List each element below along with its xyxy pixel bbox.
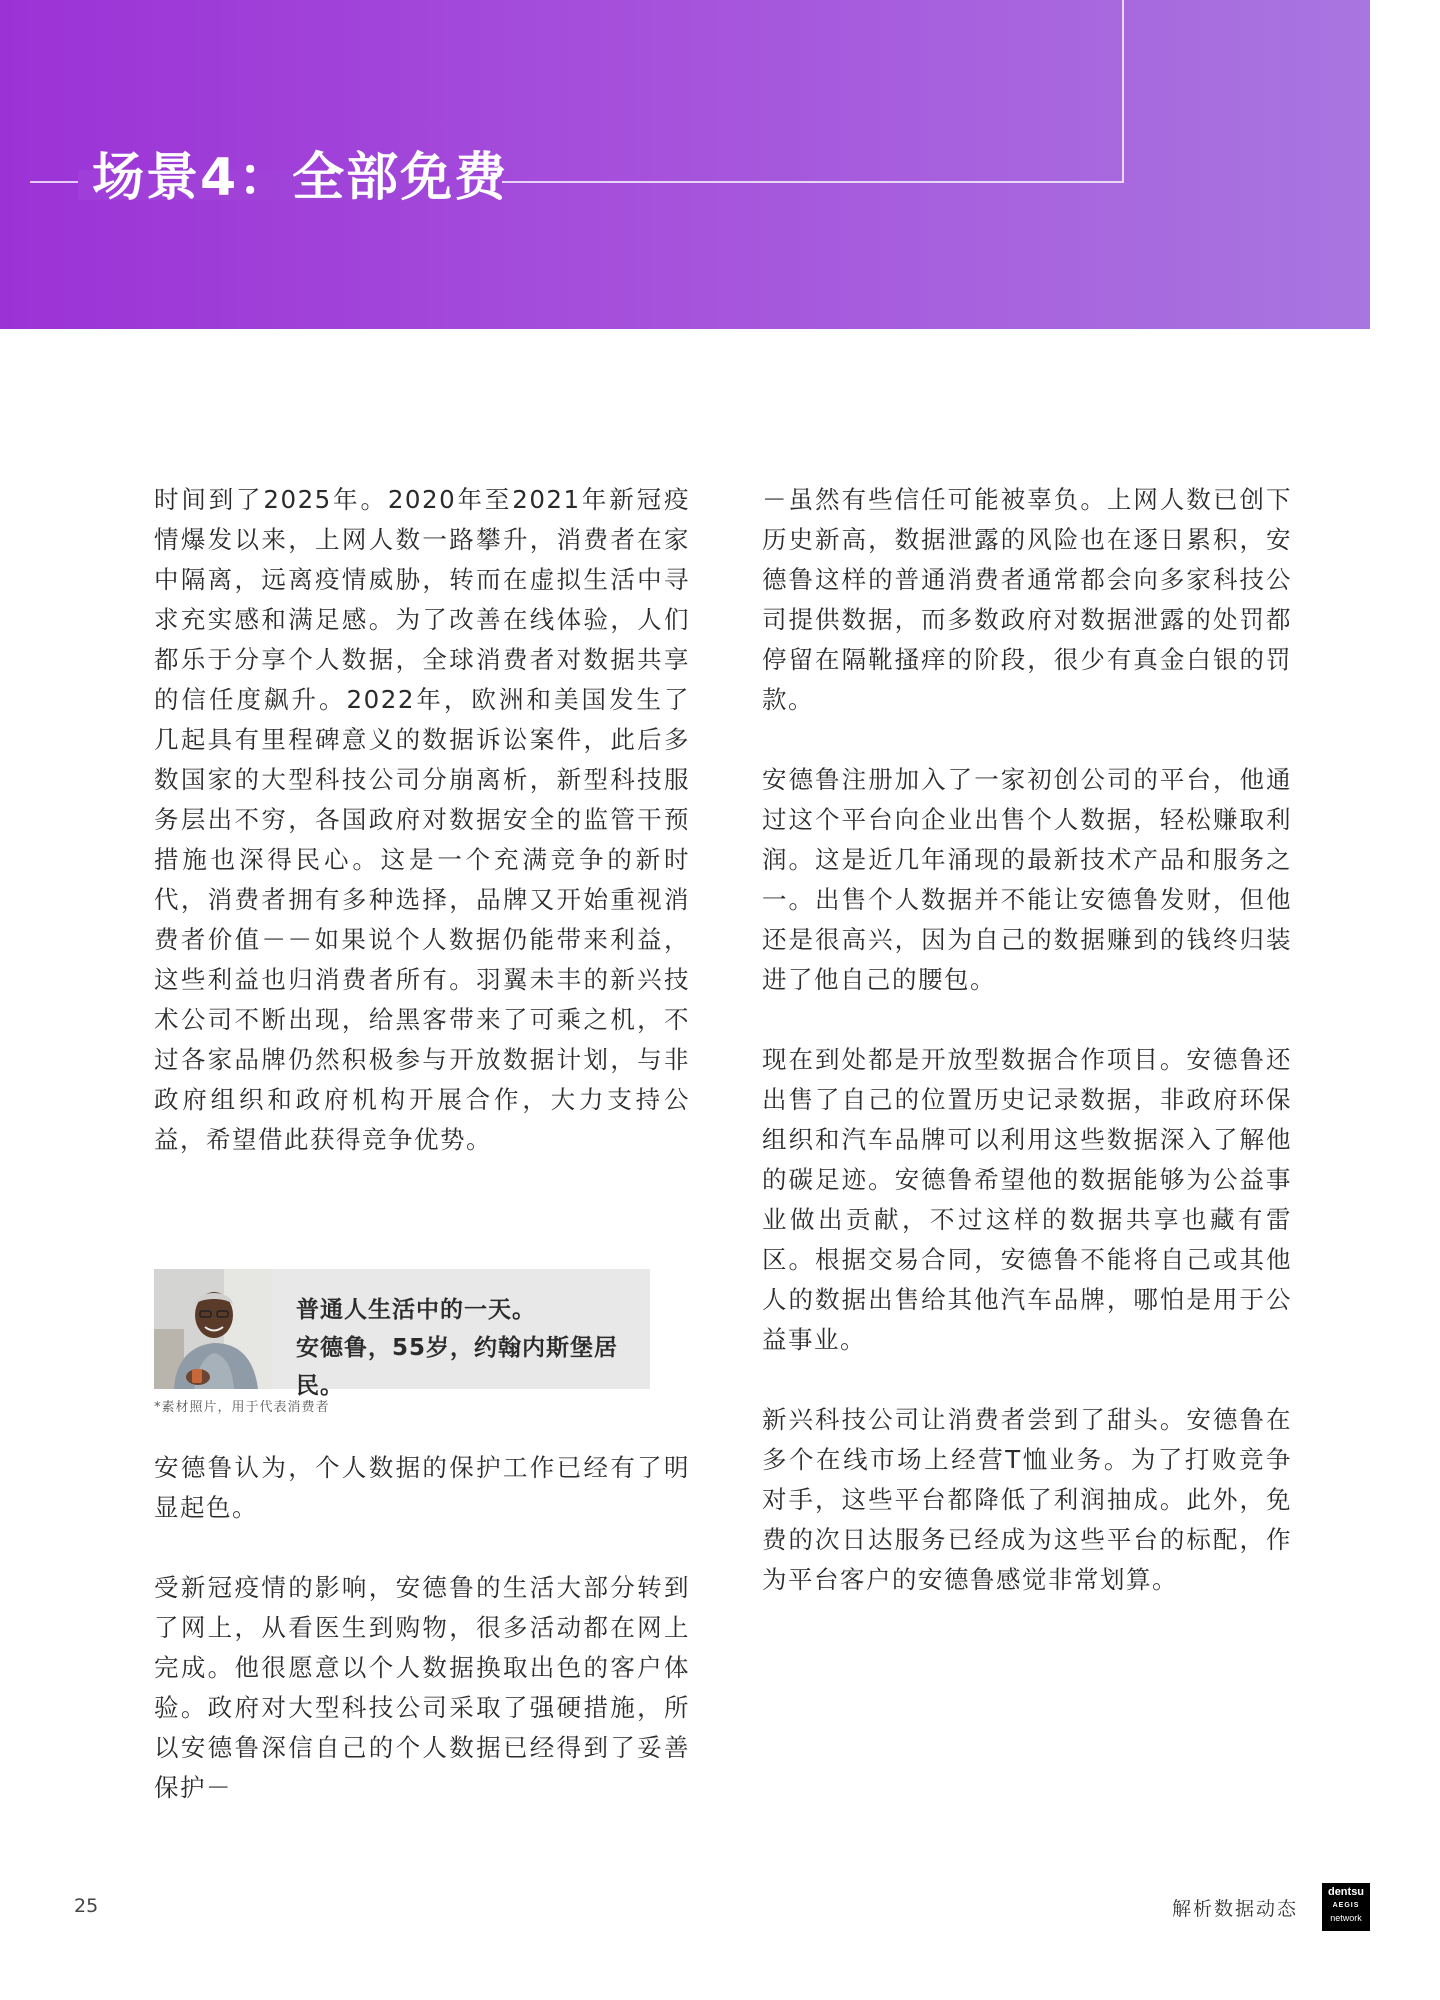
logo-line-3: network xyxy=(1330,1913,1362,1923)
page-title: 场景4：全部免费 xyxy=(92,148,509,208)
footer-title: 解析数据动态 xyxy=(1172,1898,1299,1920)
persona-photo xyxy=(154,1269,272,1389)
persona-line-1: 普通人生活中的一天。 xyxy=(296,1297,536,1323)
left-column-bottom xyxy=(154,1448,690,1848)
logo-line-1: dentsu xyxy=(1327,1886,1365,1898)
paragraph-andrew-view: 安德鲁认为，个人数据的保护工作已经有了明显起色。 xyxy=(154,1453,690,1522)
left-column-top xyxy=(154,480,690,1200)
paragraph-startup-platform: 安德鲁注册加入了一家初创公司的平台，他通过这个平台向企业出售个人数据，轻松赚取利润。这是近几年涌现的最新技术产品和服务之一。出售个人数据并不能让安德鲁发财，但他还是很高兴，因为自己的数据赚到的钱终归装进了他自己的腰包。 xyxy=(762,765,1292,994)
paragraph-open-data: 现在到处都是开放型数据合作项目。安德鲁还出售了自己的位置历史记录数据，非政府环保组织和汽车品牌可以利用这些数据深入了解他的碳足迹。安德鲁希望他的数据能够为公益事业做出贡献，不过这样的数据共享也藏有雷区。根据交易合同，安德鲁不能将自己或其他人的数据出售给其他汽车品牌，哪怕是用于公益事业。 xyxy=(762,1045,1292,1354)
persona-text xyxy=(296,1291,650,1405)
intro-paragraph: 时间到了2025年。2020年至2021年新冠疫情爆发以来，上网人数一路攀升，消费者在家中隔离，远离疫情威胁，转而在虚拟生活中寻求充实感和满足感。为了改善在线体验，人们都乐于分享个人数据，全球消费者对数据共享的信任度飙升。2022年，欧洲和美国发生了几起具有里程碑意义的数据诉讼案件，此后多数国家的大型科技公司分崩离析，新型科技服务层出不穷，各国政府对数据安全的监管干预措施也深得民心。这是一个充满竞争的新时代，消费者拥有多种选择，品牌又开始重视消费者价值－－如果说个人数据仍能带来利益，这些利益也归消费者所有。羽翼未丰的新兴技术公司不断出现，给黑客带来了可乘之机，不过各家品牌仍然积极参与开放数据计划，与非政府组织和政府机构开展合作，大力支持公益，希望借此获得竞争优势。 xyxy=(154,485,690,1154)
paragraph-trust: －虽然有些信任可能被辜负。上网人数已创下历史新高，数据泄露的风险也在逐日累积，安德鲁这样的普通消费者通常都会向多家科技公司提供数据，而多数政府对数据泄露的处罚都停留在隔靴搔痒的阶段，很少有真金白银的罚款。 xyxy=(762,485,1292,714)
man-photo-icon xyxy=(154,1269,272,1389)
paragraph-tech-companies: 新兴科技公司让消费者尝到了甜头。安德鲁在多个在线市场上经营T恤业务。为了打败竞争对手，这些平台都降低了利润抽成。此外，免费的次日达服务已经成为这些平台的标配，作为平台客户的安德鲁感觉非常划算。 xyxy=(762,1405,1292,1594)
persona-callout xyxy=(154,1269,650,1399)
dentsu-aegis-logo xyxy=(1322,1883,1370,1931)
header-banner xyxy=(0,0,1370,329)
logo-line-2: AEGIS xyxy=(1332,1902,1360,1909)
photo-caption: *素材照片，用于代表消费者 xyxy=(154,1400,330,1415)
paragraph-covid-impact: 受新冠疫情的影响，安德鲁的生活大部分转到了网上，从看医生到购物，很多活动都在网上完成。他很愿意以个人数据换取出色的客户体验。政府对大型科技公司采取了强硬措施，所以安德鲁深信自己的个人数据已经得到了妥善保护－ xyxy=(154,1573,690,1802)
persona-line-2: 安德鲁，55岁，约翰内斯堡居民。 xyxy=(296,1335,619,1399)
right-column xyxy=(762,480,1292,1640)
page-number: 25 xyxy=(74,1895,99,1917)
